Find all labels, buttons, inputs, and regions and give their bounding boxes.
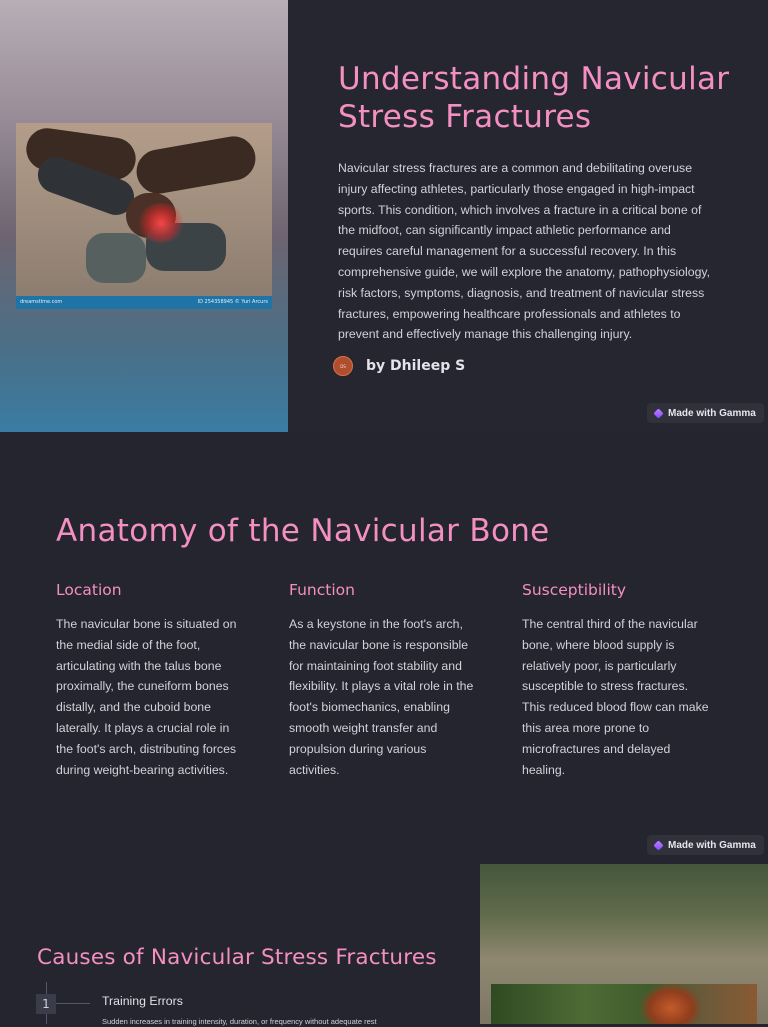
step-connector (56, 1003, 90, 1004)
runner-photo-inner (491, 984, 757, 1024)
step-number: 1 (36, 994, 56, 1014)
injured-ankle-photo (16, 123, 272, 309)
page-title: Understanding Navicular Stress Fractures (338, 61, 730, 135)
location-heading: Location (56, 581, 122, 599)
causes-title: Causes of Navicular Stress Fractures (37, 945, 437, 970)
author-name: by Dhileep S (366, 358, 466, 374)
avatar: DS (333, 356, 353, 376)
gamma-logo-icon (653, 408, 663, 418)
author-block (333, 354, 465, 378)
location-text: The navicular bone is situated on the medial side of the foot, articulating with the talus bone proximally, the cuneiform bones distally, and the cuboid bone laterally. It plays a crucial role in the foot's arch, distributing forces during weight-bearing activities. (56, 617, 237, 777)
susceptibility-heading: Susceptibility (522, 581, 627, 599)
location-column (56, 580, 246, 780)
gamma-logo-icon (653, 840, 663, 850)
anatomy-title: Anatomy of the Navicular Bone (56, 513, 550, 549)
function-column (289, 580, 479, 780)
gamma-badge-label: Made with Gamma (668, 407, 756, 419)
hero-image-panel (0, 0, 288, 432)
function-heading: Function (289, 581, 355, 599)
watermark-right: ID 254358945 © Yuri Arcurs (197, 299, 268, 305)
susceptibility-text: The central third of the navicular bone, where blood supply is relatively poor, is particularly susceptible to stress fractures. This reduced blood flow can make this area more prone to microfractures and delayed healing. (522, 617, 709, 777)
intro-paragraph: Navicular stress fractures are a common and debilitating overuse injury affecting athletes, particularly those engaged in high-impact sports. This condition, which involves a fracture in a critical bone of the midfoot, can significantly impact athletic performance and requires careful management for a successful recovery. In this comprehensive guide, we will explore the anatomy, pathophysiology, risk factors, symptoms, diagnosis, and treatment of navicular stress fractures, empowering healthcare professionals and athletes to prevent and effectively manage this challenging injury. (338, 161, 711, 342)
gamma-badge-label: Made with Gamma (668, 839, 756, 851)
title-slide (0, 0, 768, 432)
step-description: Sudden increases in training intensity, duration, or frequency without adequate rest (102, 1017, 377, 1026)
susceptibility-column (522, 580, 712, 780)
pain-highlight (138, 203, 184, 243)
runner-figure (641, 984, 701, 1024)
watermark-left: dreamstime.com (20, 299, 63, 305)
function-text: As a keystone in the foot's arch, the navicular bone is responsible for maintaining foot stability and flexibility. It plays a vital role in the foot's biomechanics, enabling smooth weight transfer and propulsion during various activities. (289, 617, 474, 777)
made-with-gamma-button[interactable] (647, 835, 764, 855)
made-with-gamma-button[interactable] (647, 403, 764, 423)
runner-photo (480, 864, 768, 1024)
watermark-strip (16, 296, 272, 309)
step-title: Training Errors (102, 994, 183, 1008)
